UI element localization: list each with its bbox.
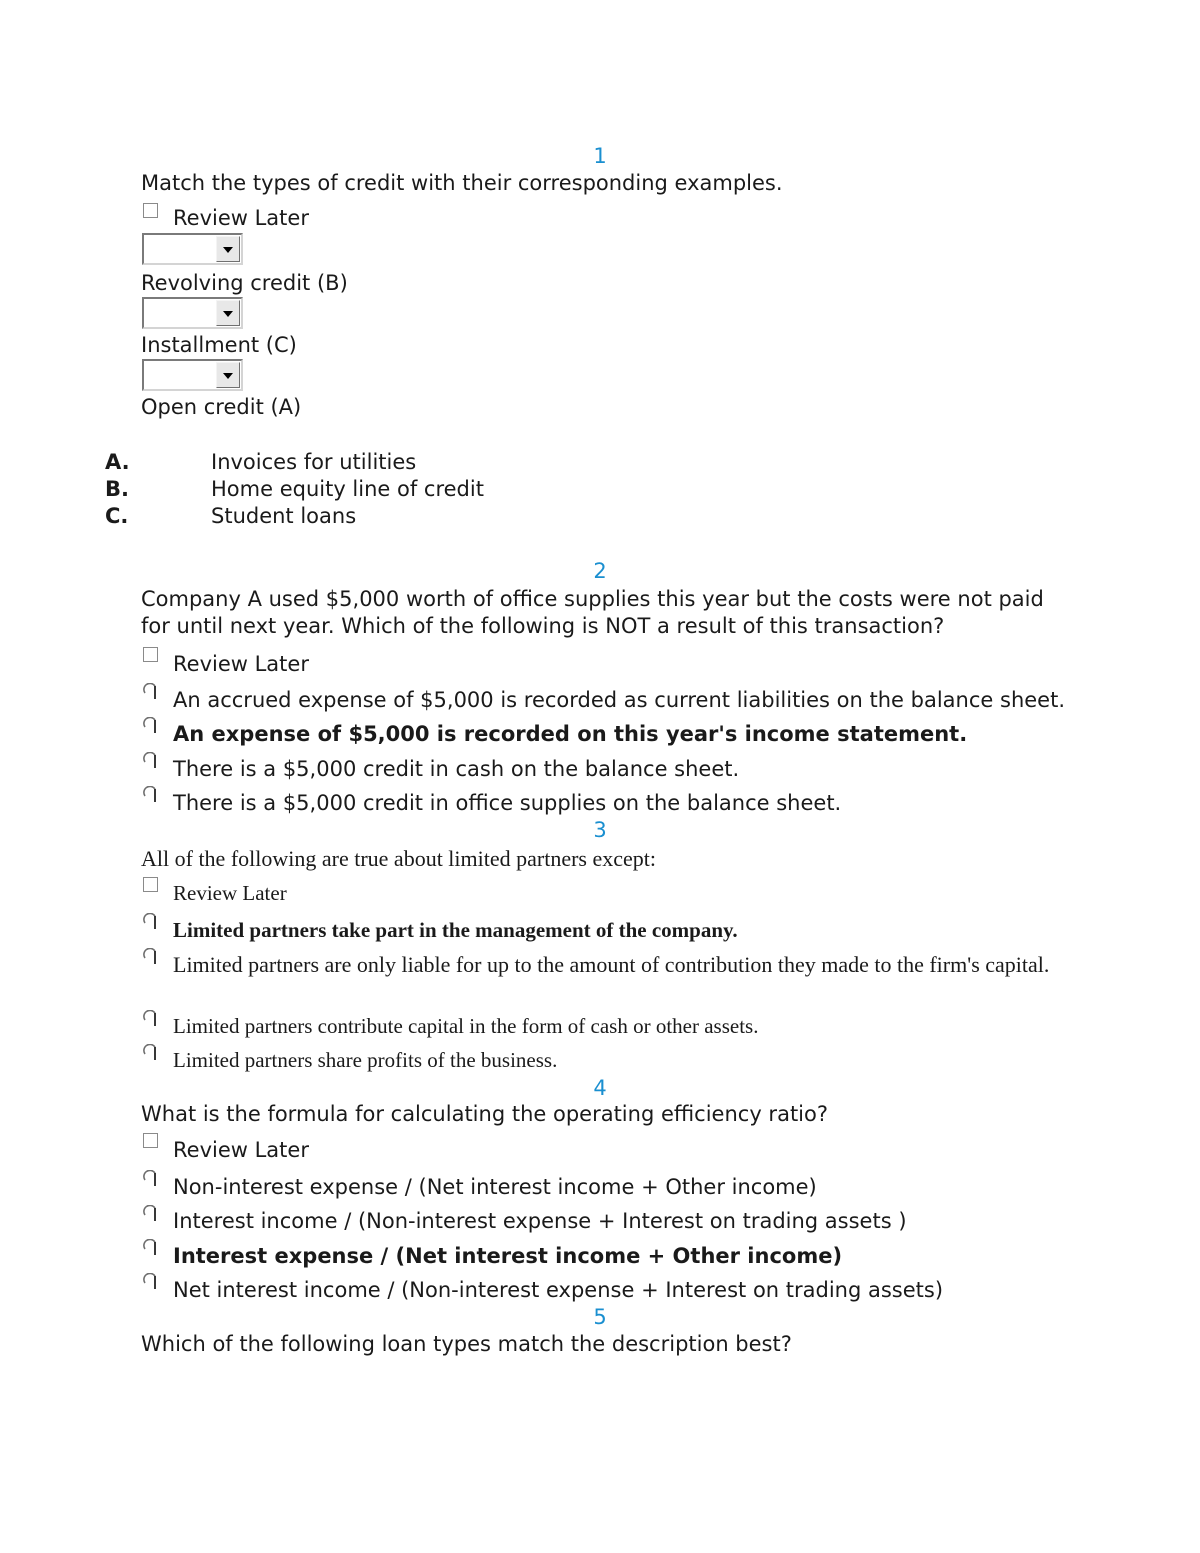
radio-button[interactable] [142, 1273, 162, 1291]
radio-button[interactable] [142, 913, 162, 931]
question-prompt: What is the formula for calculating the operating efficiency ratio? [141, 1102, 829, 1126]
radio-button[interactable] [142, 752, 162, 770]
match-select-revolving[interactable] [142, 233, 243, 265]
match-label: Open credit (A) [141, 395, 302, 419]
answer-option: Non-interest expense / (Net interest income + Other income) [173, 1175, 817, 1199]
radio-button[interactable] [142, 786, 162, 804]
question-prompt: All of the following are true about limited partners except: [141, 846, 657, 871]
answer-option-correct: Limited partners take part in the management of the company. [173, 918, 738, 942]
answer-letter: A. [105, 450, 130, 474]
answer-text: Invoices for utilities [211, 450, 417, 474]
review-later-checkbox[interactable] [143, 1133, 158, 1148]
review-later-label: Review Later [173, 1138, 309, 1162]
chevron-down-icon[interactable] [216, 362, 240, 388]
answer-option: Limited partners share profits of the business. [173, 1048, 558, 1072]
question-prompt: Which of the following loan types match the description best? [141, 1332, 792, 1356]
review-later-label: Review Later [173, 881, 287, 905]
radio-button[interactable] [142, 717, 162, 735]
question-number: 4 [593, 1076, 607, 1100]
answer-option: Net interest income / (Non-interest expense + Interest on trading assets) [173, 1278, 944, 1302]
answer-option: There is a $5,000 credit in office supplies on the balance sheet. [173, 791, 842, 815]
review-later-checkbox[interactable] [143, 647, 158, 662]
radio-button[interactable] [142, 683, 162, 701]
review-later-checkbox[interactable] [143, 203, 158, 218]
chevron-down-icon[interactable] [216, 236, 240, 262]
radio-button[interactable] [142, 1010, 162, 1028]
answer-option-correct: An expense of $5,000 is recorded on this year's income statement. [173, 722, 968, 746]
question-prompt: Company A used $5,000 worth of office supplies this year but the costs were not paid for until next year. Which of the following is NOT a result of this transaction? [141, 587, 1044, 638]
match-select-open-credit[interactable] [142, 359, 243, 391]
answer-option-correct: Interest expense / (Net interest income + Other income) [173, 1244, 843, 1268]
answer-option: Limited partners contribute capital in the form of cash or other assets. [173, 1014, 759, 1038]
match-label: Installment (C) [141, 333, 297, 357]
question-number: 5 [593, 1305, 607, 1329]
radio-button[interactable] [142, 1239, 162, 1257]
answer-option: Interest income / (Non-interest expense + Interest on trading assets ) [173, 1209, 907, 1233]
question-number: 2 [593, 559, 607, 583]
review-later-label: Review Later [173, 206, 309, 230]
match-select-installment[interactable] [142, 297, 243, 329]
radio-button[interactable] [142, 1170, 162, 1188]
answer-option: Limited partners are only liable for up to the amount of contribution they made to the firm's capital. [173, 952, 1050, 977]
review-later-checkbox[interactable] [143, 877, 158, 892]
answer-option: An accrued expense of $5,000 is recorded as current liabilities on the balance sheet. [173, 688, 1065, 712]
answer-letter: C. [105, 504, 129, 528]
answer-text: Student loans [211, 504, 357, 528]
answer-text: Home equity line of credit [211, 477, 484, 501]
question-number: 1 [593, 144, 607, 168]
question-number: 3 [593, 818, 607, 842]
match-label: Revolving credit (B) [141, 271, 348, 295]
radio-button[interactable] [142, 1044, 162, 1062]
question-prompt: Match the types of credit with their corresponding examples. [141, 171, 783, 195]
review-later-label: Review Later [173, 652, 309, 676]
answer-option: There is a $5,000 credit in cash on the balance sheet. [173, 757, 740, 781]
radio-button[interactable] [142, 1205, 162, 1223]
chevron-down-icon[interactable] [216, 300, 240, 326]
answer-letter: B. [105, 477, 129, 501]
